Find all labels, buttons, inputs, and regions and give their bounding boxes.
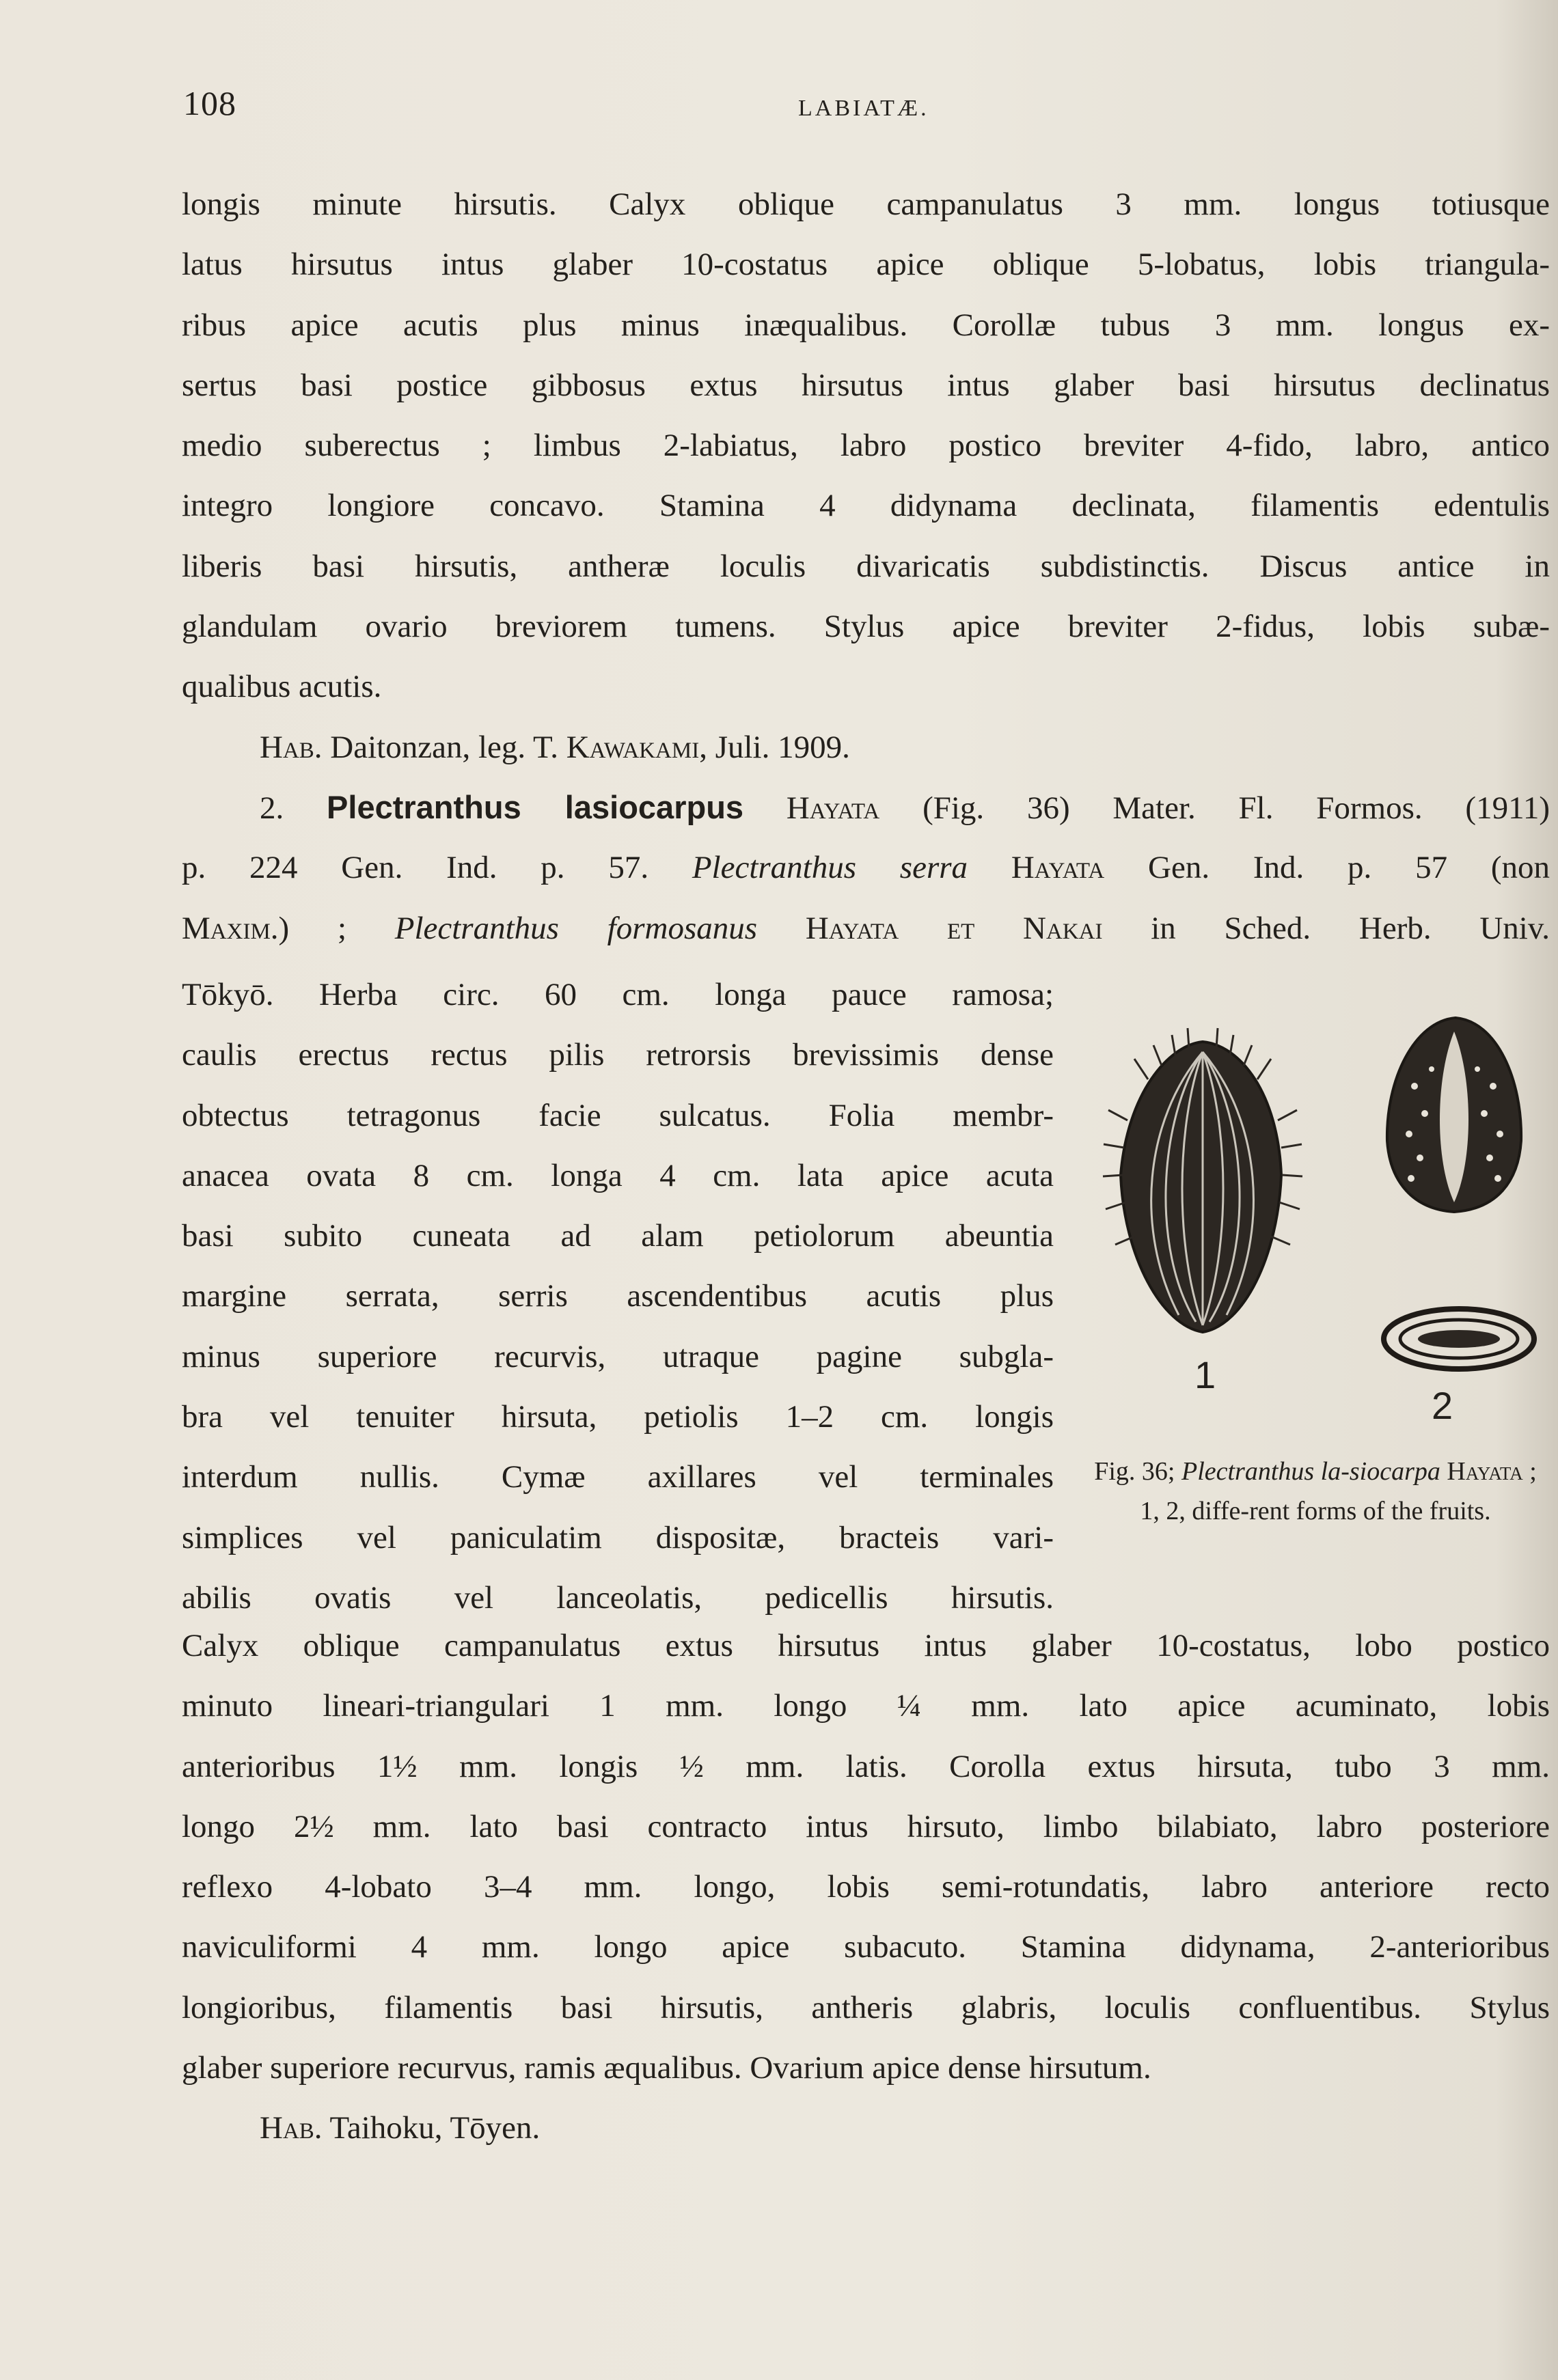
text-line: longioribus, filamentis basi hirsutis, antheris glabris, loculis confluentibus. Stylus xyxy=(182,1989,1550,2025)
synonym-author: Hayata et Nakai xyxy=(805,910,1103,946)
text-line: anacea ovata 8 cm. longa 4 cm. lata apice acuta xyxy=(182,1157,1054,1193)
text-line: reflexo 4-lobato 3–4 mm. longo, lobis semi-rotundatis, labro anteriore recto xyxy=(182,1869,1550,1905)
text-line: bra vel tenuiter hirsuta, petiolis 1–2 cm. longis xyxy=(182,1399,1054,1435)
habitat-label: Hab. xyxy=(260,729,323,765)
synonymy-line xyxy=(182,898,1550,958)
fruit-2-section-drawing xyxy=(1384,1309,1534,1369)
text-line: naviculiformi 4 mm. longo apice subacuto. Stamina didynama, 2-anterioribus xyxy=(182,1929,1550,1965)
text-line: Tōkyō. Herba circ. 60 cm. longa pauce ramosa; xyxy=(182,977,1054,1012)
page-number: 108 xyxy=(183,84,236,122)
habitat-text: Taihoku, Tōyen. xyxy=(322,2110,541,2146)
species-name: Plectranthus lasiocarpus xyxy=(327,788,744,825)
caption-fig: Fig. 36; xyxy=(1094,1457,1181,1486)
figure-36 xyxy=(1093,1004,1558,1605)
text-line: abilis ovatis vel lanceolatis, pedicellis hirsutis. xyxy=(182,1579,1054,1616)
collector-name: Kawakami xyxy=(566,729,700,765)
text-line: qualibus acutis. xyxy=(182,669,382,705)
species-reference: (Fig. 36) Mater. Fl. Formos. (1911) xyxy=(879,790,1550,826)
habitat-label: Hab. xyxy=(260,2110,323,2146)
species-number: 2. xyxy=(260,790,284,826)
text-line: anterioribus 1½ mm. longis ½ mm. latis. Corolla extus hirsuta, tubo 3 mm. xyxy=(182,1748,1550,1784)
text-line: glandulam ovario breviorem tumens. Stylus apice breviter 2-fidus, lobis subæ- xyxy=(182,609,1550,645)
text-line: glaber superiore recurvus, ramis æqualibus. Ovarium apice dense hirsutum. xyxy=(182,2050,1151,2086)
upper-text-block xyxy=(182,174,1550,958)
habitat-line-1 xyxy=(182,717,1550,777)
habitat-date: , Juli. 1909. xyxy=(699,729,850,765)
text-line: integro longiore concavo. Stamina 4 didynama declinata, filamentis edentulis xyxy=(182,488,1550,524)
synonym-name: Plectranthus serra xyxy=(692,850,968,886)
fruit-illustration xyxy=(1093,1004,1558,1428)
text-line: latus hirsutus intus glaber 10-costatus apice oblique 5-lobatus, lobis triangula- xyxy=(182,247,1550,283)
figure-caption xyxy=(1093,1452,1538,1531)
text-line: longo 2½ mm. lato basi contracto intus hirsuto, limbo bilabiato, labro posteriore xyxy=(182,1808,1550,1844)
caption-author: Hayata xyxy=(1440,1457,1523,1486)
author-name: Maxim. xyxy=(182,910,279,946)
reference-text: in Sched. Herb. Univ. xyxy=(1102,910,1550,946)
text-line: basi subito cuneata ad alam petiolorum abeuntia xyxy=(182,1218,1054,1254)
lower-text-block xyxy=(182,1616,1550,2159)
text-line: medio suberectus ; limbus 2-labiatus, labro postico breviter 4-fido, labro, antico xyxy=(182,428,1550,464)
fruit-2-drawing xyxy=(1387,1018,1521,1212)
text-line: minuto lineari-triangulari 1 mm. longo ¼ mm. lato apice acuminato, lobis xyxy=(182,1688,1550,1724)
text-line: ribus apice acutis plus minus inæqualibus. Corollæ tubus 3 mm. longus ex- xyxy=(182,307,1550,343)
caption-species: Plectranthus la-siocarpa xyxy=(1181,1457,1440,1486)
text-line: caulis erectus rectus pilis retrorsis brevissimis dense xyxy=(182,1037,1054,1073)
text-line: minus superiore recurvis, utraque pagine subgla- xyxy=(182,1338,1054,1374)
reference-text: Gen. Ind. p. 57 (non xyxy=(1104,850,1550,886)
text-line: liberis basi hirsutis, antheræ loculis divaricatis subdistinctis. Discus antice in xyxy=(182,548,1550,584)
text-line: Calyx oblique campanulatus extus hirsutus intus glaber 10-costatus, lobo postico xyxy=(182,1628,1550,1663)
reference-text: p. 224 Gen. Ind. p. 57. xyxy=(182,850,692,886)
text-line: obtectus tetragonus facie sulcatus. Folia membr- xyxy=(182,1097,1054,1133)
running-head: LABIATÆ. xyxy=(798,96,929,121)
text-line: sertus basi postice gibbosus extus hirsutus intus glaber basi hirsutus declinatus xyxy=(182,367,1550,403)
caption-text: ; 1, 2, diffe-rent forms of the fruits. xyxy=(1140,1457,1537,1525)
synonym-name: Plectranthus formosanus xyxy=(394,910,758,946)
habitat-line-2 xyxy=(182,2098,1550,2158)
species-author: Hayata xyxy=(786,790,880,826)
reference-text: ) ; xyxy=(278,910,395,946)
figure-label-1: 1 xyxy=(1194,1353,1216,1396)
text-line: longis minute hirsutis. Calyx oblique campanulatus 3 mm. longus totiusque xyxy=(182,186,1550,222)
habitat-text: Daitonzan, leg. T. xyxy=(322,729,566,765)
synonym-author: Hayata xyxy=(1011,850,1105,886)
text-line: interdum nullis. Cymæ axillares vel terminales xyxy=(182,1459,1054,1495)
text-line: simplices vel paniculatim dispositæ, bracteis vari- xyxy=(182,1519,1054,1555)
species-heading xyxy=(182,777,1550,838)
synonymy-line xyxy=(182,838,1550,898)
figure-label-2: 2 xyxy=(1432,1384,1453,1427)
text-line: margine serrata, serris ascendentibus acutis plus xyxy=(182,1278,1054,1314)
fruit-1-drawing xyxy=(1103,1028,1302,1332)
page-header xyxy=(183,83,1345,131)
